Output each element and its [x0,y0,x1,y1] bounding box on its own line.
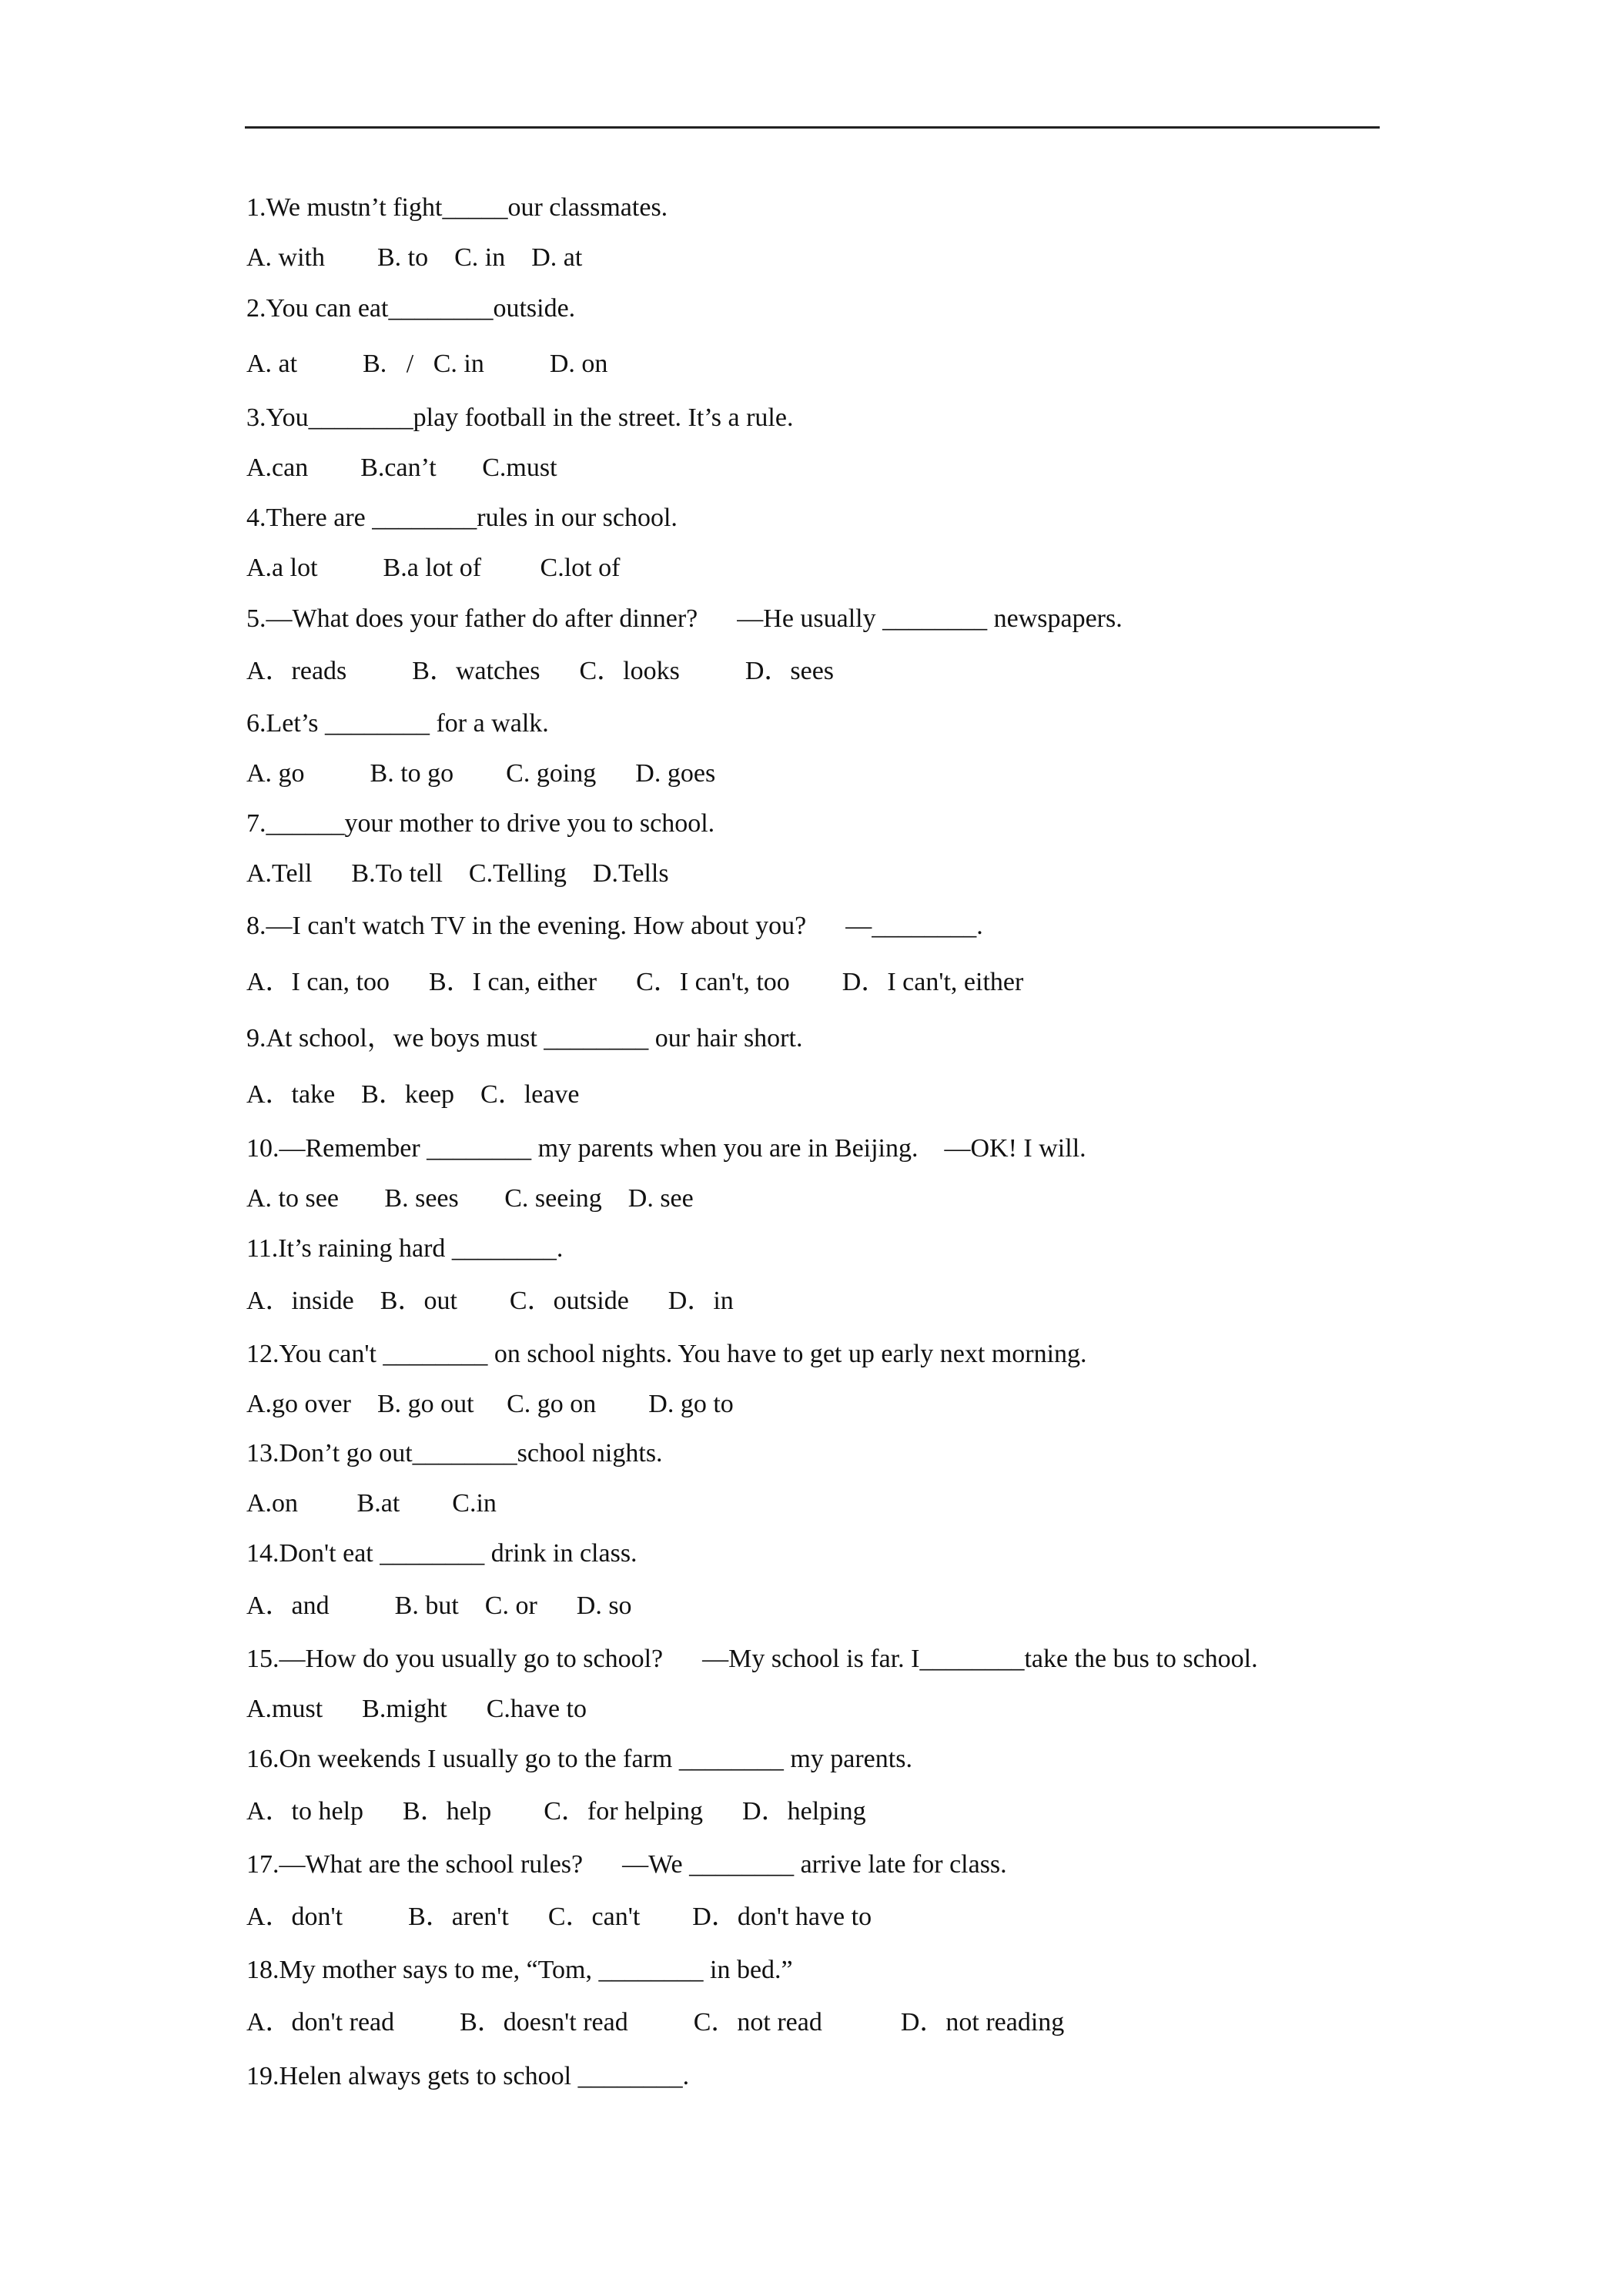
question-12: 12.You can't ________ on school nights. You have to get up early next morning. [246,1340,1087,1368]
question-15: 15.—How do you usually go to school? —My school is far. I________take the bus to school. [246,1645,1258,1673]
options-2: A. at B. / C. in D. on [246,350,608,378]
question-5: 5.—What does your father do after dinner? —He usually ________ newspapers. [246,604,1123,633]
options-10: A. to see B. sees C. seeing D. see [246,1184,694,1213]
question-2: 2.You can eat________outside. [246,294,576,323]
question-9: 9.At school，we boys must ________ our hair short. [246,1024,803,1053]
question-13: 13.Don’t go out________school nights. [246,1439,663,1468]
options-1: A. with B. to C. in D. at [246,243,583,272]
options-13: A.on B.at C.in [246,1489,497,1518]
options-5: A．reads B．watches C．looks D．sees [246,657,835,685]
options-3: A.can B.can’t C.must [246,454,557,482]
question-4: 4.There are ________rules in our school. [246,504,678,532]
options-9: A．take B．keep C．leave [246,1080,580,1109]
options-18: A．don't read B．doesn't read C．not read D．not reading [246,2008,1065,2037]
options-7: A.Tell B.To tell C.Telling D.Tells [246,859,669,888]
question-6: 6.Let’s ________ for a walk. [246,709,549,738]
question-19: 19.Helen always gets to school ________. [246,2062,690,2090]
question-3: 3.You________play football in the street. It’s a rule. [246,403,794,432]
question-11: 11.It’s raining hard ________. [246,1234,564,1263]
question-8: 8.—I can't watch TV in the evening. How about you? —________. [246,912,983,940]
question-17: 17.—What are the school rules? —We ________ arrive late for class. [246,1850,1007,1879]
worksheet-body [246,192,1401,2092]
options-4: A.a lot B.a lot of C.lot of [246,554,621,582]
options-15: A.must B.might C.have to [246,1695,587,1723]
options-8: A．I can, too B．I can, either C．I can't, too D．I can't, either [246,968,1024,996]
options-12: A.go over B. go out C. go on D. go to [246,1390,734,1418]
question-18: 18.My mother says to me, “Tom, ________ in bed.” [246,1956,793,1984]
options-6: A. go B. to go C. going D. goes [246,759,716,788]
options-14: A．and B. but C. or D. so [246,1591,632,1620]
options-16: A．to help B．help C．for helping D．helping [246,1797,866,1826]
options-11: A．inside B．out C．outside D．in [246,1287,734,1315]
question-14: 14.Don't eat ________ drink in class. [246,1539,637,1568]
options-17: A．don't B．aren't C．can't D．don't have to [246,1903,872,1931]
question-16: 16.On weekends I usually go to the farm ________ my parents. [246,1745,912,1773]
question-7: 7.______your mother to drive you to school. [246,809,715,838]
question-10: 10.—Remember ________ my parents when you are in Beijing. —OK! I will. [246,1134,1086,1163]
header-rule [245,126,1380,129]
question-1: 1.We mustn’t fight_____our classmates. [246,193,668,222]
